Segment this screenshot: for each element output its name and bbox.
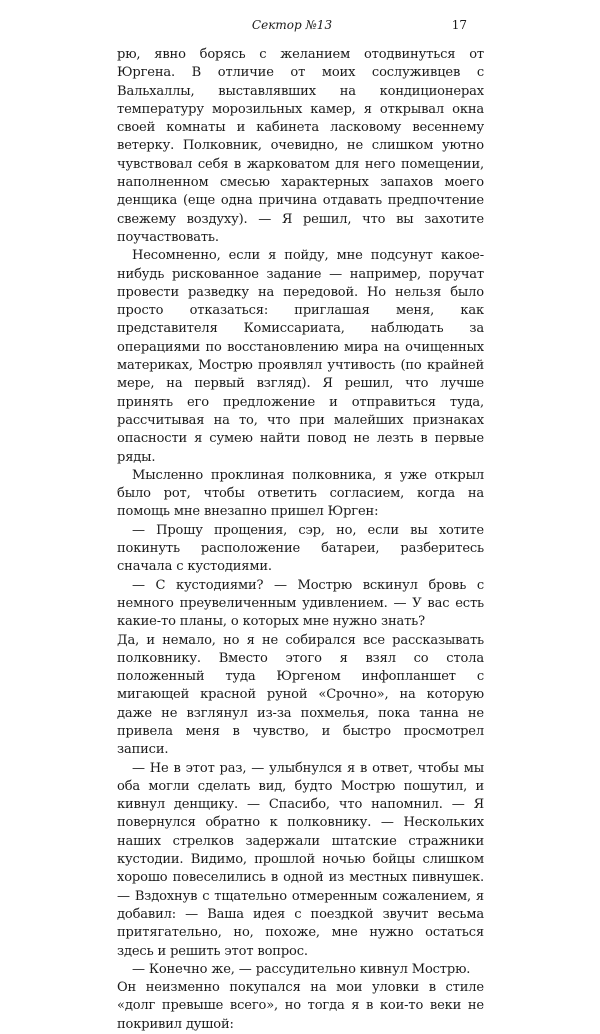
page-number: 17 <box>451 18 467 32</box>
paragraph: Да, и немало, но я не собирался все рассказывать полковнику. Вместо этого я взял со стола положенный туда Юргеном инфопланшет с мигающей красной руной «Срочно», на которую даже не взглянул из-за похмелья, пока танна не привела меня в чувство, и быстро просмотрел записи. <box>117 632 484 758</box>
paragraph: Он неизменно покупался на мои уловки в стиле «долг превыше всего», но тогда я в кои-то веки не покривил душой: <box>117 980 484 1032</box>
header-title: Сектор №13 <box>251 18 333 32</box>
paragraph: — Прошу прощения, сэр, но, если вы хотите покинуть расположение батареи, разберитесь сначала с кустодиями. <box>117 522 484 575</box>
paragraph: Мысленно проклиная полковника, я уже открыл было рот, чтобы ответить согласием, когда на помощь мне внезапно пришел Юрген: <box>117 467 484 520</box>
paragraph: Несомненно, если я пойду, мне подсунут какое-нибудь рискованное задание — например, поручат провести разведку на передовой. Но нельзя было просто отказаться: приглашая меня, как представителя Комиссариата, наблюдать за операциями по восстановлению мира на очищенных материках, Мострю проявлял учтивость (по крайней мере, на первый взгляд). Я решил, что лучше принять его предложение и отправиться туда, рассчитывая на то, что при малейших признаках опасности я сумею найти повод не лезть в первые ряды. <box>117 248 484 465</box>
paragraph: рю, явно борясь с желанием отодвинуться от Юргена. В отличие от моих сослуживцев с Вальхаллы, выставлявших на кондиционерах температуру морозильных камер, я открывал окна своей комнаты и кабинета ласковому весеннему ветерку. Полковник, очевидно, не слишком уютно чувствовал себя в жарковатом для него помещении, наполненном смесью характерных запахов моего денщика (еще одна причина отдавать предпочтение свежему воздуху). — Я решил, что вы захотите поучаствовать. <box>117 47 484 245</box>
paragraph: — Не в этот раз, — улыбнулся я в ответ, чтобы мы оба могли сделать вид, будто Мострю пошутил, и кивнул денщику. — Спасибо, что напомнил. — Я повернулся обратно к полковнику. — Нескольких наших стрелков задержали штатские стражники кустодии. Видимо, прошлой ночью бойцы слишком хорошо повеселились в одной из местных пивнушек. — Вздохнув с тщательно отмеренным сожалением, я добавил: — Ваша идея с поездкой звучит весьма притягательно, но, похоже, мне нужно остаться здесь и решить этот вопрос. <box>117 760 484 959</box>
paragraph: — Конечно же, — рассудительно кивнул Мострю. <box>132 961 471 977</box>
paragraph: — С кустодиями? — Мострю вскинул бровь с немного преувеличенным удивлением. — У вас есть какие-то планы, о которых мне нужно знать? <box>117 577 484 630</box>
body-text <box>117 46 484 1034</box>
